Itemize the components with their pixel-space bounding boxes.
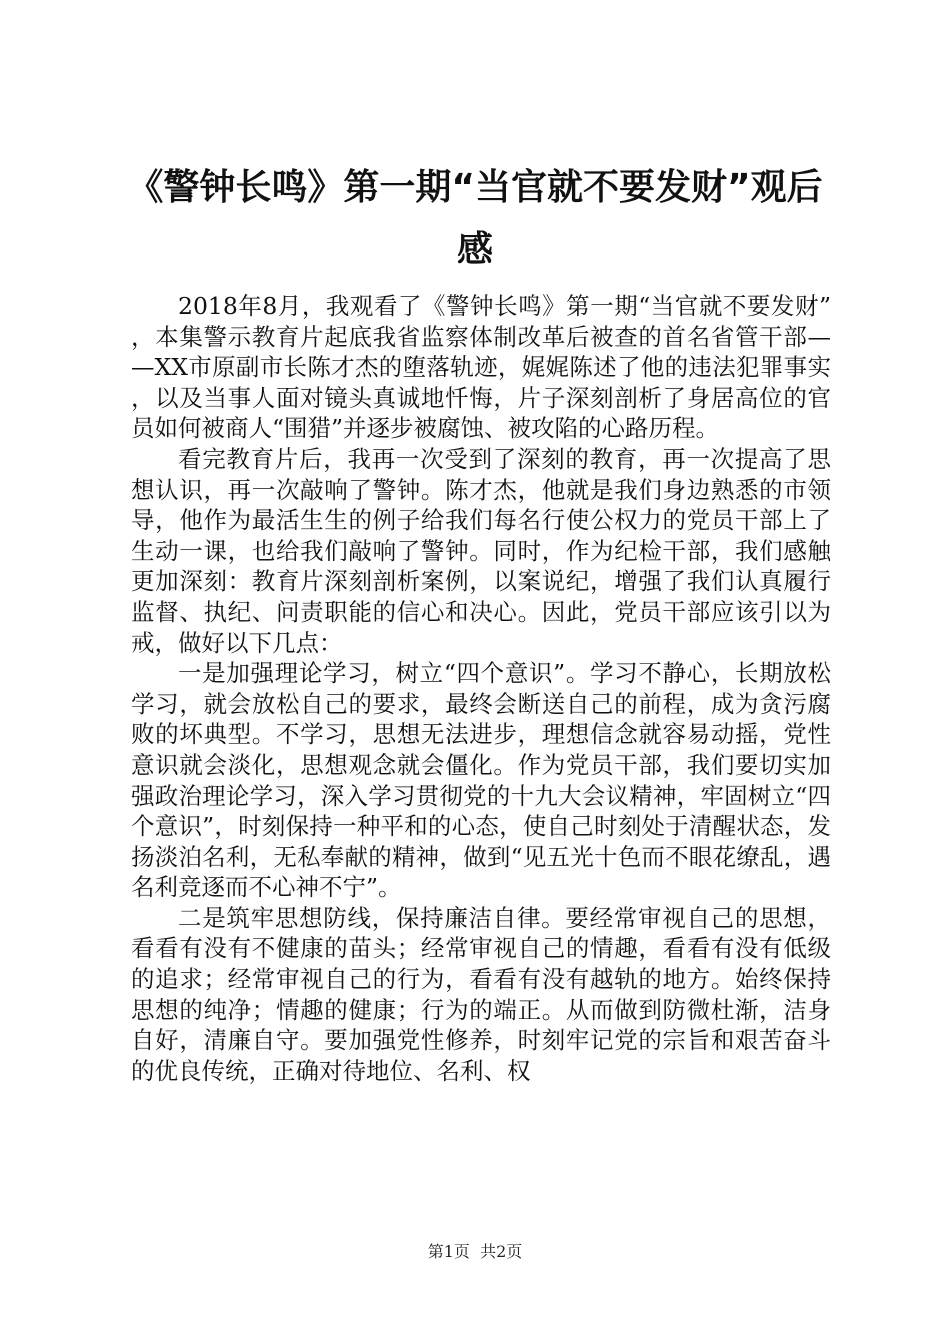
paragraph-intro: 2018年8月，我观看了《警钟长鸣》第一期“当官就不要发财”，本集警示教育片起底我省监察体制改革后被查的首名省管干部——XX市原副市长陈才杰的堕落轨迹，娓娓陈述了他的违法犯罪事实，以及当事人面对镜头真诚地忏悔，片子深刻剖析了身居高位的官员如何被商人“围猎”并逐步被腐蚀、被攻陷的心路历程。 — [131, 292, 831, 443]
document-body — [131, 291, 831, 1086]
page-number-total: 共2页 — [480, 1242, 523, 1261]
paragraph-point-one: 一是加强理论学习，树立“四个意识”。学习不静心，长期放松学习，就会放松自己的要求，最终会断送自己的前程，成为贪污腐败的坏典型。不学习，思想无法进步，理想信念就容易动摇，党性意识就会淡化，思想观念就会僵化。作为党员干部，我们要切实加强政治理论学习，深入学习贯彻党的十九大会议精神，牢固树立“四个意识”，时刻保持一种平和的心态，使自己时刻处于清醒状态，发扬淡泊名利，无私奉献的精神，做到“见五光十色而不眼花缭乱，遇名利竞逐而不心神不宁”。 — [131, 659, 831, 902]
paragraph-point-two: 二是筑牢思想防线，保持廉洁自律。要经常审视自己的思想，看看有没有不健康的苗头；经常审视自己的情趣，看看有没有低级的追求；经常审视自己的行为，看看有没有越轨的地方。始终保持思想的纯净；情趣的健康；行为的端正。从而做到防微杜渐，洁身自好，清廉自守。要加强党性修养，时刻牢记党的宗旨和艰苦奋斗的优良传统，正确对待地位、名利、权 — [131, 903, 831, 1085]
document-title: 《警钟长鸣》第一期“当官就不要发财”观后感 — [127, 167, 823, 270]
paragraph-reflection: 看完教育片后，我再一次受到了深刻的教育，再一次提高了思想认识，再一次敲响了警钟。陈才杰，他就是我们身边熟悉的市领导，他作为最活生生的例子给我们每名行使公权力的党员干部上了生动一课，也给我们敲响了警钟。同时，作为纪检干部，我们感触更加深刻：教育片深刻剖析案例，以案说纪，增强了我们认真履行监督、执纪、问责职能的信心和决心。因此，党员干部应该引以为戒，做好以下几点： — [131, 444, 831, 657]
page-footer — [0, 1242, 950, 1262]
page-number-current: 第1页 — [427, 1242, 470, 1261]
footer-spacer — [470, 1242, 480, 1261]
